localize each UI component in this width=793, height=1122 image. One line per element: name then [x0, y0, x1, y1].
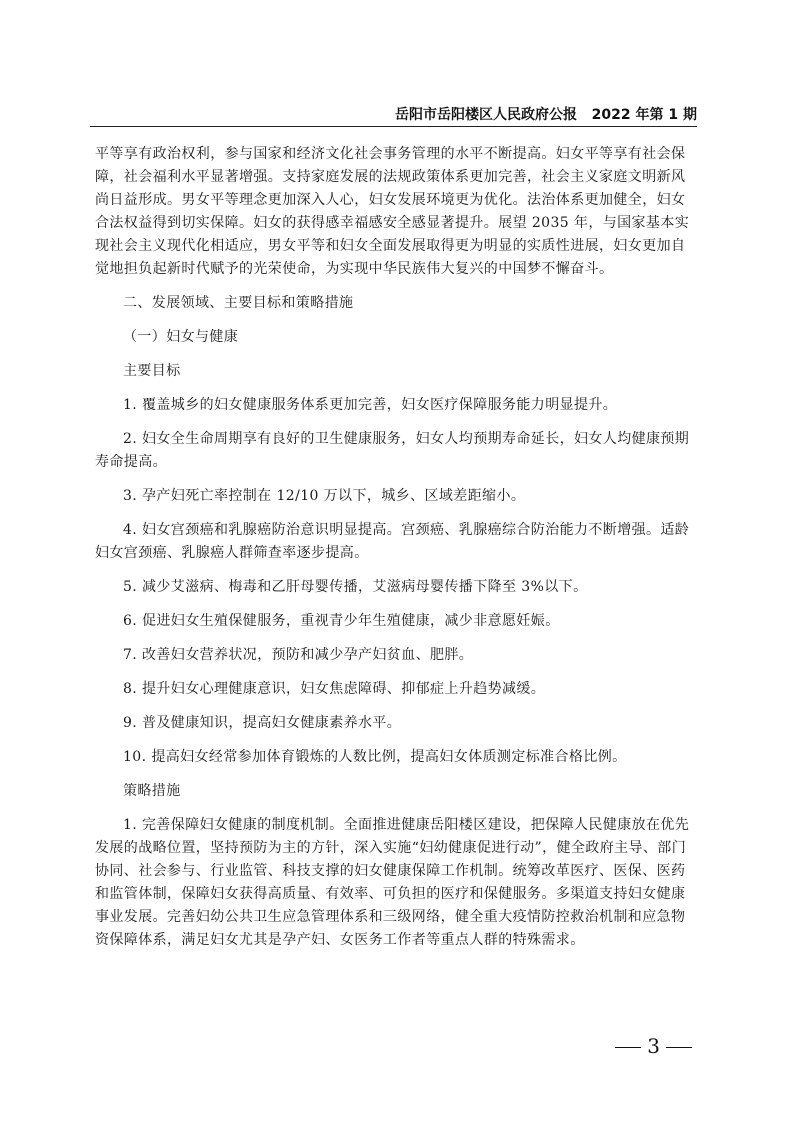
goal-item: 6. 促进妇女生殖保健服务，重视青少年生殖健康，减少非意愿妊娠。	[123, 613, 560, 629]
section-heading: 二、发展领域、主要目标和策略措施	[123, 295, 354, 311]
header-issue: 2022 年第 1 期	[591, 107, 697, 123]
goals-heading: 主要目标	[123, 363, 181, 379]
footer-dash-left	[615, 1047, 641, 1048]
goal-item: 9. 普及健康知识，提高妇女健康素养水平。	[123, 715, 402, 731]
paragraph-intro: 平等享有政治权利，参与国家和经济文化社会事务管理的水平不断提高。妇女平等享有社会保障，社会福利水平显著增强。支持家庭发展的法规政策体系更加完善，社会主义家庭文明新风尚日益形成。男女平等理念更加深入人心，妇女发展环境更为优化。法治体系更加健全，妇女合法权益得到切实保障。妇女的获得感幸福感安全感显著提升。展望 2035 年，与国家基本实现社会主义现代化相适应，男女平等和妇女全面发展取得更为明显的实质性进展，妇女更加自觉地担负起新时代赋予的光荣使命，为实现中华民族伟大复兴的中国梦不懈奋斗。	[95, 146, 690, 277]
goal-item: 4. 妇女宫颈癌和乳腺癌防治意识明显提高。宫颈癌、乳腺癌综合防治能力不断增强。适龄妇女宫颈癌、乳腺癌人群筛查率逐步提高。	[95, 522, 690, 561]
goal-item: 5. 减少艾滋病、梅毒和乙肝母婴传播，艾滋病母婴传播下降至 3%以下。	[123, 579, 588, 595]
goal-item: 10. 提高妇女经常参加体育锻炼的人数比例，提高妇女体质测定标准合格比例。	[123, 749, 627, 765]
header-title: 岳阳市岳阳楼区人民政府公报	[395, 107, 578, 123]
page-footer	[609, 1034, 698, 1058]
document-body	[95, 143, 695, 952]
goal-item: 2. 妇女全生命周期享有良好的卫生健康服务，妇女人均预期寿命延长，妇女人均健康预期寿命提高。	[95, 431, 690, 470]
page-header	[90, 104, 697, 124]
header-rule	[90, 126, 697, 127]
goal-item: 3. 孕产妇死亡率控制在 12/10 万以下，城乡、区域差距缩小。	[123, 488, 526, 504]
goal-item: 1. 覆盖城乡的妇女健康服务体系更加完善，妇女医疗保障服务能力明显提升。	[123, 397, 618, 413]
measure-item: 1. 完善保障妇女健康的制度机制。全面推进健康岳阳楼区建设，把保障人民健康放在优先发展的战略位置，坚持预防为主的方针，深入实施“妇幼健康促进行动”，健全政府主导、部门协同、社会参与、行业监管、科技支撑的妇女健康保障工作机制。统筹改革医疗、医保、医药和监管体制，保障妇女获得高质量、有效率、可负担的医疗和保健服务。多渠道支持妇女健康事业发展。完善妇幼公共卫生应急管理体系和三级网络，健全重大疫情防控救治机制和应急物资保障体系，满足妇女尤其是孕产妇、女医务工作者等重点人群的特殊需求。	[95, 817, 690, 948]
footer-dash-right	[666, 1047, 692, 1048]
subsection-heading: （一）妇女与健康	[123, 329, 239, 345]
goal-item: 8. 提升妇女心理健康意识，妇女焦虑障碍、抑郁症上升趋势减缓。	[123, 681, 546, 697]
page-number: 3	[647, 1034, 660, 1058]
goal-item: 7. 改善妇女营养状况，预防和减少孕产妇贫血、肥胖。	[123, 647, 474, 663]
measures-heading: 策略措施	[123, 783, 181, 799]
